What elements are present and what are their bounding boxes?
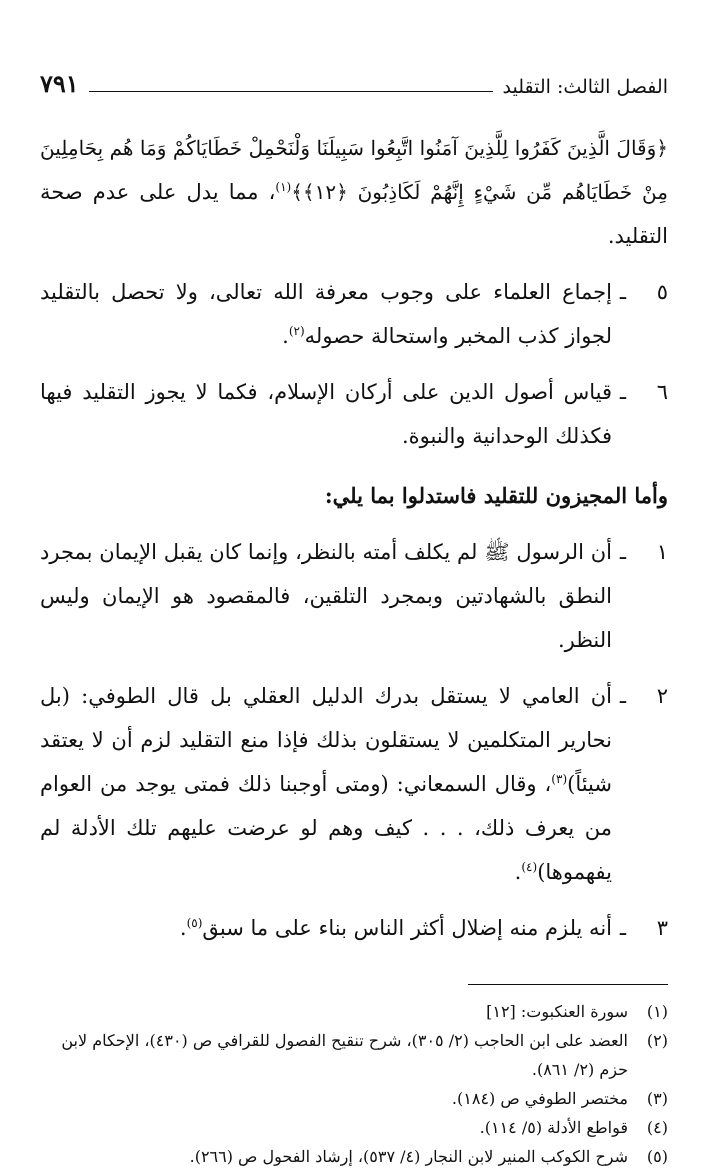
item-dash: ـ xyxy=(619,684,627,708)
footnote xyxy=(40,997,668,1026)
list-item xyxy=(40,674,668,894)
item-text: أنه يلزم منه إضلال أكثر الناس بناء على ما سبق$^{(٥)}$. xyxy=(179,916,612,940)
list-item xyxy=(40,270,668,358)
item-text: أن الرسول ﷺ لم يكلف أمته بالنظر، وإنما كان يقبل الإيمان بمجرد النطق بالشهادتين وبمجرد التلقين، فالمقصود هو الإيمان وليس النظر. xyxy=(40,540,612,652)
footnote-text: العضد على ابن الحاجب (٢/ ٣٠٥)، شرح تنقيح الفصول للقرافي ص (٤٣٠)، الإحكام لابن حزم (٢/ ٨٦١). xyxy=(61,1031,628,1079)
list-item xyxy=(40,906,668,950)
item-dash: ـ xyxy=(619,916,627,940)
item-dash: ـ xyxy=(619,280,627,304)
footnote-number: (٢) xyxy=(646,1031,668,1050)
list-item xyxy=(40,370,668,458)
footnote xyxy=(40,1084,668,1113)
footnote-ref: (٤) xyxy=(521,860,538,874)
footnote xyxy=(40,1113,668,1142)
footnote-ref: (٢) xyxy=(288,324,305,338)
item-text: أن العامي لا يستقل بدرك الدليل العقلي بل قال الطوفي: (بل نحارير المتكلمين لا يستقلون بذلك فإذا منع التقليد لزم أن لا يعتقد شيئاً)$^{(٣)}$، وقال السمعاني: (ومتى أوجبنا ذلك فمتى يوجد من العوام من يعرف ذلك، . . . كيف وهم لو عرضت عليهم تلك الأدلة لم يفهموها)$^{(٤)}$. xyxy=(40,684,612,884)
footnote-text: سورة العنكبوت: [١٢] xyxy=(486,1002,628,1021)
footnote-number: (٥) xyxy=(646,1147,668,1166)
footnote-text: قواطع الأدلة (٥/ ١١٤). xyxy=(479,1118,628,1137)
quran-verse-paragraph xyxy=(40,126,668,258)
quran-verse: ﴿وَقَالَ الَّذِينَ كَفَرُوا لِلَّذِينَ آمَنُوا اتَّبِعُوا سَبِيلَنَا وَلْنَحْمِلْ خَطَايَاكُمْ وَمَا هُم بِحَامِلِينَ مِنْ خَطَايَاهُم مِّن شَيْءٍ إِنَّهُمْ لَكَاذِبُونَ ﴿١٢﴾﴾ xyxy=(40,136,668,204)
footnote-number: (٤) xyxy=(646,1118,668,1137)
running-header xyxy=(40,60,668,98)
item-dash: ـ xyxy=(619,380,627,404)
footnote-number: (٣) xyxy=(646,1089,668,1108)
footnote xyxy=(40,1142,668,1171)
item-number: ٦ xyxy=(656,380,668,404)
item-number: ٣ xyxy=(656,916,668,940)
footnote-ref: (١) xyxy=(275,180,292,194)
item-dash: ـ xyxy=(619,540,627,564)
item-number: ١ xyxy=(656,540,668,564)
page-body xyxy=(40,126,668,950)
footnote-number: (١) xyxy=(646,1002,668,1021)
footnote-ref: (٥) xyxy=(186,916,203,930)
footnote-text: مختصر الطوفي ص (١٨٤). xyxy=(451,1089,628,1108)
header-rule xyxy=(89,91,493,92)
item-number: ٢ xyxy=(656,684,668,708)
page-number: ٧٩١ xyxy=(40,69,79,98)
book-page xyxy=(40,60,668,1171)
footnote-ref: (٣) xyxy=(551,772,568,786)
item-number: ٥ xyxy=(656,280,668,304)
verse-continuation: ، مما يدل على عدم صحة التقليد. xyxy=(40,180,668,248)
section-subheading: وأما المجيزون للتقليد فاستدلوا بما يلي: xyxy=(324,483,668,508)
footnote-separator xyxy=(468,984,668,985)
list-item xyxy=(40,530,668,662)
item-text: قياس أصول الدين على أركان الإسلام، فكما لا يجوز التقليد فيها فكذلك الوحدانية والنبوة. xyxy=(40,380,612,448)
footnote xyxy=(40,1026,668,1084)
footnote-text: شرح الكوكب المنير لابن النجار (٤/ ٥٣٧)، إرشاد الفحول ص (٢٦٦). xyxy=(189,1147,628,1166)
item-text: إجماع العلماء على وجوب معرفة الله تعالى، ولا تحصل بالتقليد لجواز كذب المخبر واستحالة حصوله$^{(٢)}$. xyxy=(40,280,612,348)
footnotes xyxy=(40,997,668,1171)
chapter-title: الفصل الثالث: التقليد xyxy=(502,76,668,98)
